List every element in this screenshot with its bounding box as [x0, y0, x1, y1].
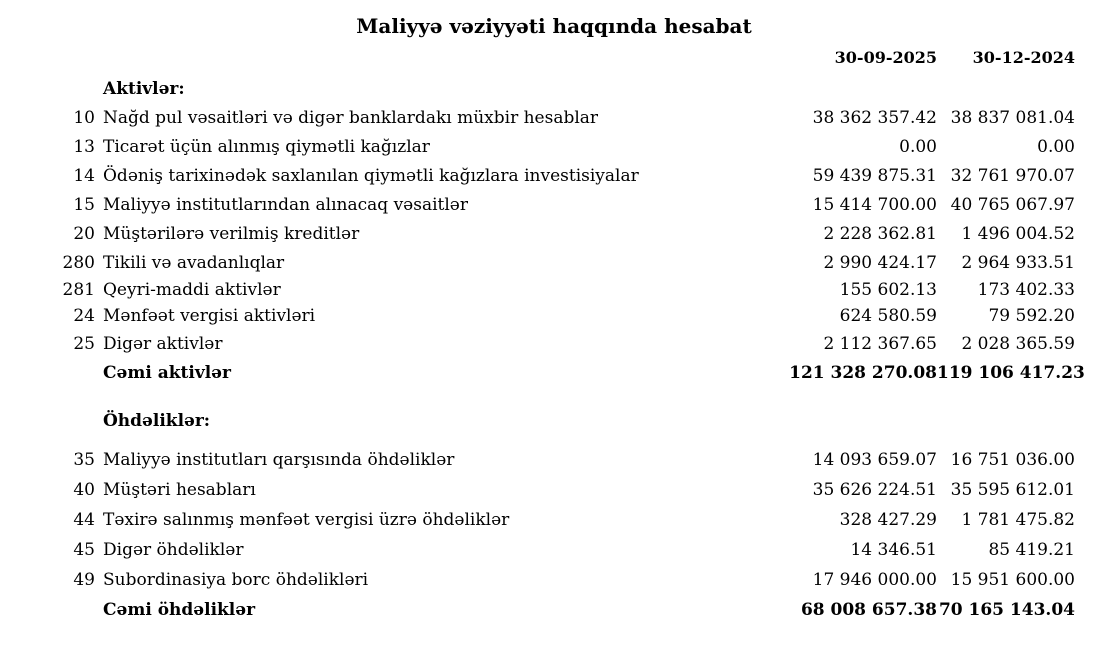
value-prior-period: 32 761 970.07 — [950, 165, 1075, 186]
value-prior-period: 15 951 600.00 — [950, 570, 1075, 590]
table-row — [0, 132, 1108, 161]
liabilities-rows — [0, 445, 1108, 595]
account-label: Maliyyə institutlarından alınacaq vəsaitlər — [103, 194, 468, 215]
total-value-current-period: 68 008 657.38 — [800, 600, 937, 620]
total-row-assets — [0, 358, 1108, 387]
column-headers-row — [0, 46, 1108, 68]
table-row — [0, 535, 1108, 565]
table-row — [0, 303, 1108, 329]
section-heading-assets — [0, 74, 1108, 103]
account-code: 14 — [73, 165, 95, 186]
account-label: Digər öhdəliklər — [103, 540, 244, 560]
report-title: Maliyyə vəziyyəti haqqında hesabat — [356, 14, 752, 38]
total-row-liabilities — [0, 595, 1108, 625]
account-code: 280 — [62, 252, 95, 273]
account-label: Mənfəət vergisi aktivləri — [103, 306, 316, 326]
account-label: Tikili və avadanlıqlar — [103, 252, 285, 273]
value-prior-period: 35 595 612.01 — [950, 480, 1075, 500]
value-current-period: 328 427.29 — [839, 510, 937, 530]
account-code: 40 — [73, 480, 95, 500]
total-value-prior-period: 70 165 143.04 — [938, 600, 1075, 620]
account-code: 24 — [73, 306, 95, 326]
value-current-period: 624 580.59 — [839, 306, 937, 326]
table-row — [0, 505, 1108, 535]
assets-rows — [0, 103, 1108, 358]
value-prior-period: 38 837 081.04 — [950, 107, 1075, 128]
table-row — [0, 190, 1108, 219]
account-code: 10 — [73, 107, 95, 128]
total-label: Cəmi öhdəliklər — [103, 600, 256, 620]
value-prior-period: 1 496 004.52 — [961, 223, 1075, 244]
value-prior-period: 2 964 933.51 — [961, 252, 1075, 273]
account-label: Maliyyə institutları qarşısında öhdəliklər — [103, 450, 455, 470]
total-value-current-period: 121 328 270.08 — [789, 362, 937, 383]
total-label: Cəmi aktivlər — [103, 362, 231, 383]
value-prior-period: 16 751 036.00 — [950, 450, 1075, 470]
account-label: Ödəniş tarixinədək saxlanılan qiymətli kağızlara investisiyalar — [103, 165, 639, 186]
account-label: Müştərilərə verilmiş kreditlər — [103, 223, 360, 244]
table-row — [0, 445, 1108, 475]
value-prior-period: 2 028 365.59 — [961, 333, 1075, 354]
value-current-period: 14 093 659.07 — [812, 450, 937, 470]
value-current-period: 2 228 362.81 — [823, 223, 937, 244]
table-row — [0, 161, 1108, 190]
account-label: Qeyri-maddi aktivlər — [103, 280, 281, 300]
table-row — [0, 329, 1108, 358]
account-code: 13 — [73, 136, 95, 157]
table-row — [0, 103, 1108, 132]
table-row — [0, 219, 1108, 248]
value-current-period: 155 602.13 — [839, 280, 937, 300]
account-label: Ticarət üçün alınmış qiymətli kağızlar — [103, 136, 430, 157]
value-current-period: 15 414 700.00 — [812, 194, 937, 215]
value-prior-period: 0.00 — [1037, 136, 1075, 157]
value-current-period: 38 362 357.42 — [812, 107, 937, 128]
table-row — [0, 565, 1108, 595]
table-row — [0, 248, 1108, 277]
value-current-period: 2 990 424.17 — [823, 252, 937, 273]
section-heading-liabilities — [0, 406, 1108, 435]
value-current-period: 35 626 224.51 — [812, 480, 937, 500]
value-prior-period: 1 781 475.82 — [961, 510, 1075, 530]
column-header-prior-period: 30-12-2024 — [972, 47, 1075, 67]
value-current-period: 59 439 875.31 — [812, 165, 937, 186]
account-code: 15 — [73, 194, 95, 215]
value-prior-period: 173 402.33 — [977, 280, 1075, 300]
account-code: 20 — [73, 223, 95, 244]
account-label: Subordinasiya borc öhdəlikləri — [103, 570, 369, 590]
value-prior-period: 85 419.21 — [988, 540, 1075, 560]
table-row — [0, 475, 1108, 505]
value-prior-period: 79 592.20 — [988, 306, 1075, 326]
account-label: Müştəri hesabları — [103, 480, 256, 500]
account-code: 49 — [73, 570, 95, 590]
value-current-period: 17 946 000.00 — [812, 570, 937, 590]
account-label: Təxirə salınmış mənfəət vergisi üzrə öhdəliklər — [103, 510, 510, 530]
account-code: 25 — [73, 333, 95, 354]
value-prior-period: 40 765 067.97 — [950, 194, 1075, 215]
column-header-current-period: 30-09-2025 — [834, 47, 937, 67]
account-label: Digər aktivlər — [103, 333, 223, 354]
account-code: 45 — [73, 540, 95, 560]
value-current-period: 2 112 367.65 — [823, 333, 937, 354]
account-code: 44 — [73, 510, 95, 530]
account-label: Nağd pul vəsaitləri və digər banklardakı müxbir hesablar — [103, 107, 599, 128]
value-current-period: 0.00 — [899, 136, 937, 157]
value-current-period: 14 346.51 — [850, 540, 937, 560]
section-heading-label: Öhdəliklər: — [103, 410, 211, 431]
total-value-prior-period: 119 106 417.23 — [937, 362, 1085, 383]
account-code: 35 — [73, 450, 95, 470]
account-code: 281 — [62, 280, 95, 300]
section-heading-label: Aktivlər: — [103, 78, 185, 99]
table-row — [0, 277, 1108, 303]
